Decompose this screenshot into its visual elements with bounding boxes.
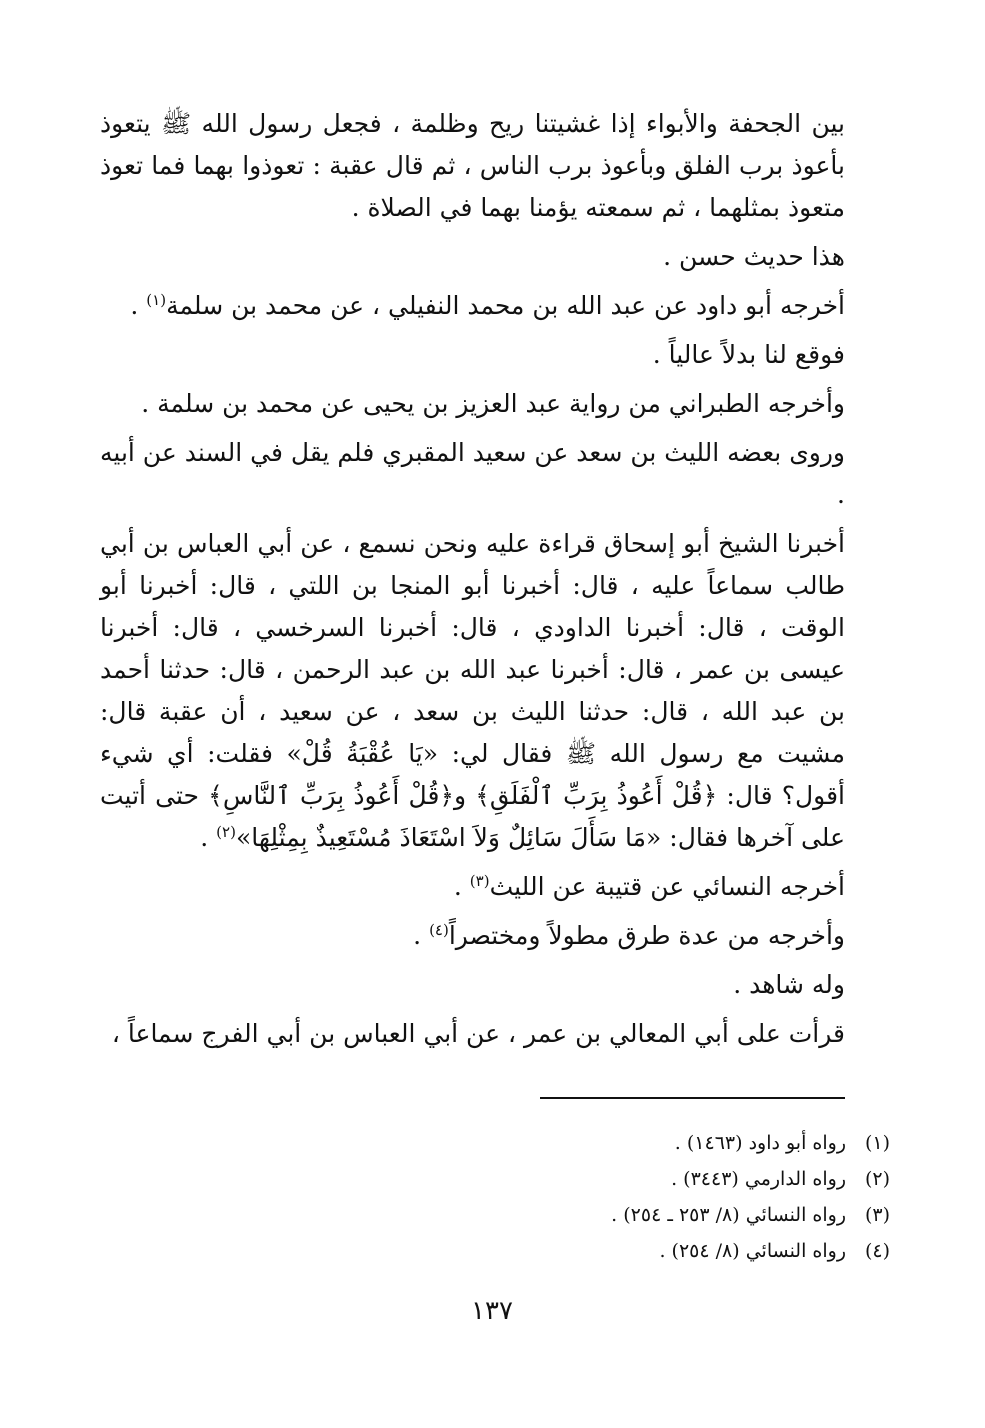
footnote-marker: (١) bbox=[146, 291, 167, 309]
footnote-marker: (٤) bbox=[429, 921, 449, 939]
footnotes bbox=[420, 1125, 890, 1269]
paragraph-text: هذا حديث حسن . bbox=[663, 242, 845, 271]
paragraph-nasai bbox=[100, 866, 845, 908]
paragraph-end: . bbox=[413, 921, 430, 950]
paragraph-end: . bbox=[130, 291, 147, 320]
footnote-item bbox=[420, 1125, 890, 1161]
paragraph-layth bbox=[100, 432, 845, 516]
paragraph-text: وله شاهد . bbox=[733, 970, 845, 999]
paragraph-end: . bbox=[200, 823, 217, 852]
paragraph-tabarani bbox=[100, 383, 845, 425]
page-number: ١٣٧ bbox=[471, 1296, 513, 1326]
paragraph-text: وأخرجه الطبراني من رواية عبد العزيز بن يحيى عن محمد بن سلمة . bbox=[141, 389, 845, 418]
footnote-marker: (٣) bbox=[469, 872, 490, 890]
paragraph-text: بين الجحفة والأبواء إذا غشيتنا ريح وظلمة ، فجعل رسول الله ﷺ يتعوذ بأعوذ برب الفلق وبأعوذ برب الناس ، ثم قال عقبة : تعوذوا بهما فما تعوذ متعوذ بمثلهما ، ثم سمعته يؤمنا بهما في الصلاة . bbox=[100, 109, 845, 222]
footnote-text: رواه الدارمي (٣٤٤٣) . bbox=[671, 1168, 846, 1190]
footnote-text: رواه النسائي (٨/ ٢٥٣ ـ ٢٥٤) . bbox=[611, 1204, 846, 1226]
footnote-item bbox=[420, 1197, 890, 1233]
paragraph-shahid bbox=[100, 964, 845, 1006]
paragraph-text: أخرجه النسائي عن قتيبة عن الليث bbox=[489, 872, 845, 901]
footnote-number: (٢) bbox=[864, 1168, 890, 1190]
paragraph-text: فوقع لنا بدلاً عالياً . bbox=[652, 340, 845, 369]
paragraph-text: وأخرجه من عدة طرق مطولاً ومختصراً bbox=[448, 921, 845, 950]
paragraph-grading bbox=[100, 236, 845, 278]
paragraph-isnad bbox=[100, 523, 845, 859]
main-text bbox=[100, 103, 845, 1062]
footnote-text: رواه أبو داود (١٤٦٣) . bbox=[674, 1132, 846, 1154]
paragraph-end: . bbox=[453, 872, 470, 901]
paragraph-text: قرأت على أبي المعالي بن عمر ، عن أبي العباس بن أبي الفرج سماعاً ، bbox=[111, 1019, 845, 1048]
paragraph-text: وروى بعضه الليث بن سعد عن سعيد المقبري فلم يقل في السند عن أبيه . bbox=[100, 438, 845, 509]
footnote-item bbox=[420, 1161, 890, 1197]
footnote-text: رواه النسائي (٨/ ٢٥٤) . bbox=[659, 1240, 846, 1262]
footnote-item bbox=[420, 1233, 890, 1269]
paragraph-abu-dawud bbox=[100, 285, 845, 327]
footnote-number: (٤) bbox=[864, 1240, 890, 1262]
footnote-number: (١) bbox=[864, 1132, 890, 1154]
footnote-number: (٣) bbox=[864, 1204, 890, 1226]
footnote-marker: (٢) bbox=[216, 823, 236, 841]
paragraph-qaratu bbox=[100, 1013, 845, 1055]
paragraph-text: أخبرنا الشيخ أبو إسحاق قراءة عليه ونحن نسمع ، عن أبي العباس بن أبي طالب سماعاً عليه ، قال: أخبرنا أبو المنجا بن اللتي ، قال: أخبرنا أبو الوقت ، قال: أخبرنا الداودي ، قال: أخبرنا السرخسي ، قال: أخبرنا عيسى بن عمر ، قال: أخبرنا عبد الله بن عبد الرحمن ، قال: حدثنا أحمد بن عبد الله ، قال: حدثنا الليث بن سعد ، عن سعيد ، أن عقبة قال: مشيت مع رسول الله ﷺ فقال لي: «يَا عُقْبَةُ قُلْ» فقلت: أي شيء أقول؟ قال: ﴿قُلْ أَعُوذُ بِرَبِّ ٱلْفَلَقِ﴾ و﴿قُلْ أَعُوذُ بِرَبِّ ٱلنَّاسِ﴾ حتى أتيت على آخرها فقال: «مَا سَأَلَ سَائِلٌ وَلاَ اسْتَعَاذَ مُسْتَعِيذٌ بِمِثْلِهَا» bbox=[100, 529, 845, 852]
paragraph-badal bbox=[100, 334, 845, 376]
paragraph-text: أخرجه أبو داود عن عبد الله بن محمد النفيلي ، عن محمد بن سلمة bbox=[166, 291, 845, 320]
paragraph-turuq bbox=[100, 915, 845, 957]
paragraph-hadith-continuation bbox=[100, 103, 845, 229]
footnote-separator bbox=[540, 1097, 845, 1099]
